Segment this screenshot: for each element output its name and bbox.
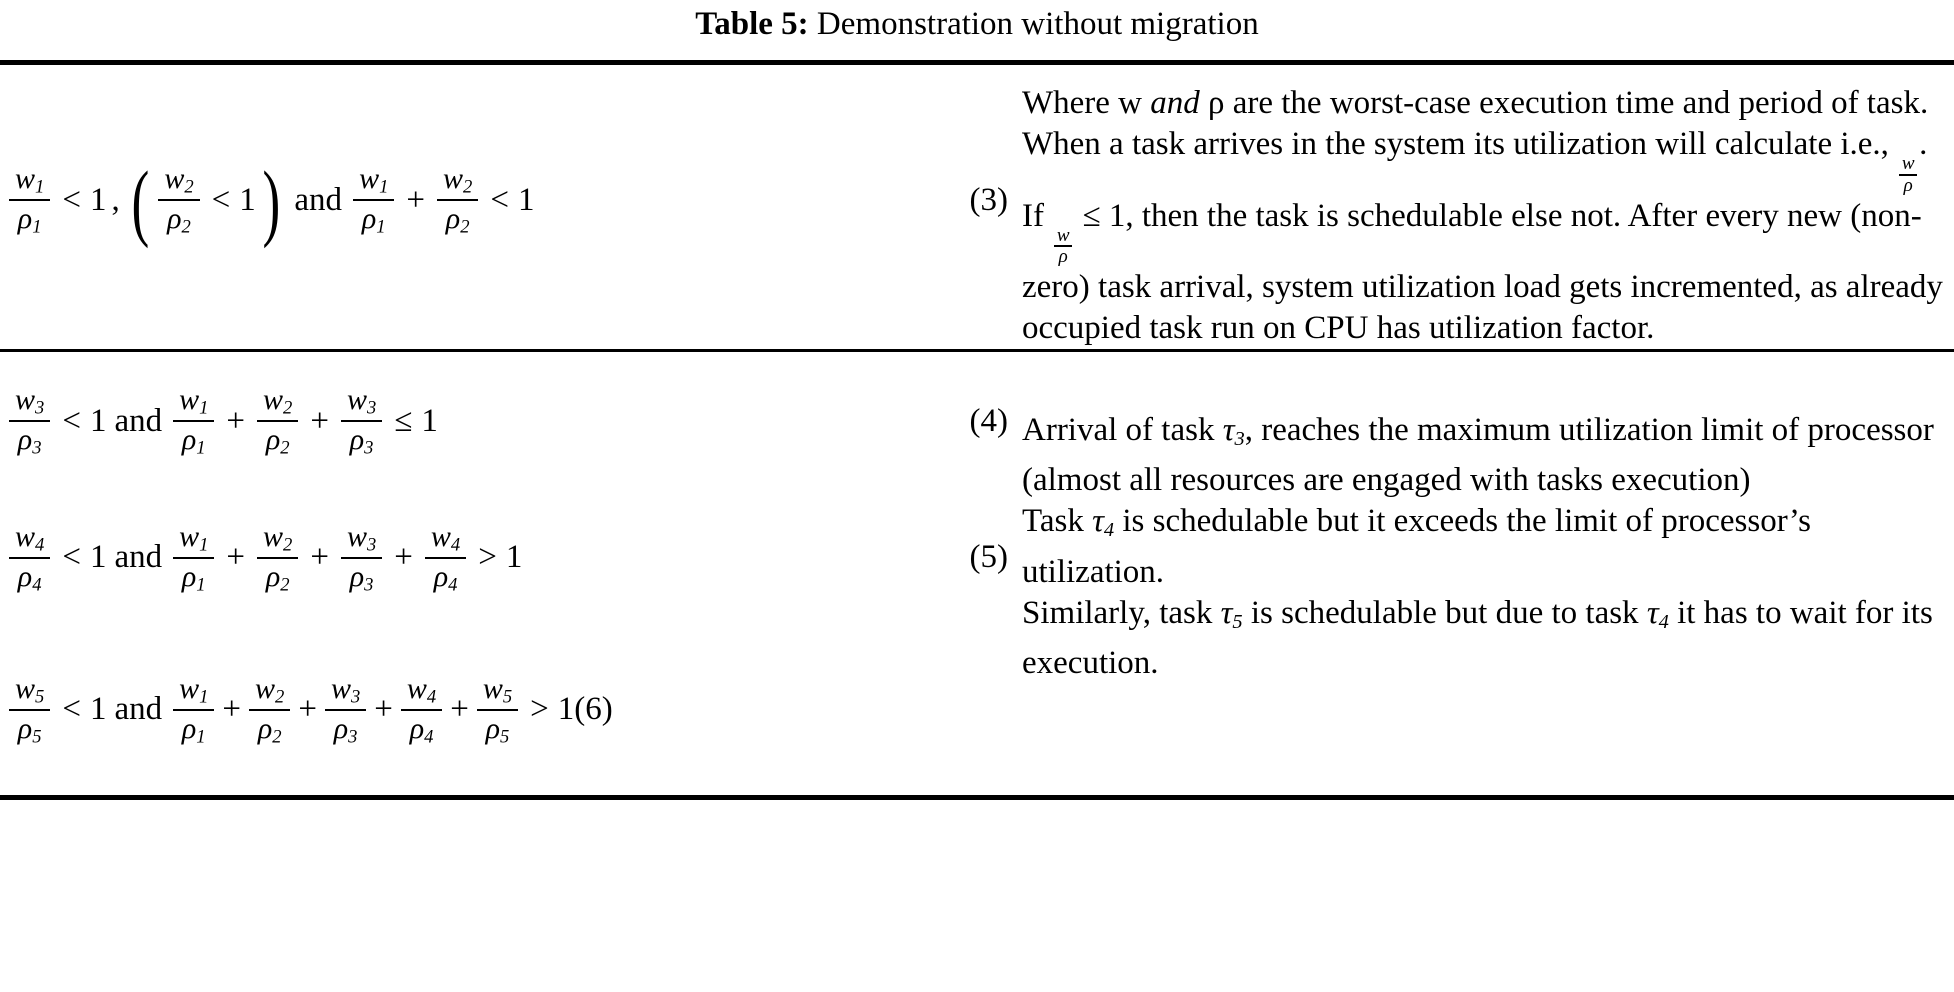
fraction-numerator: $w_3$ xyxy=(346,383,377,420)
fraction-w4-rho4 xyxy=(425,519,466,597)
fraction-numerator: $w_3$ xyxy=(346,519,377,556)
number-one: 1 xyxy=(239,181,256,218)
operator-plus: + xyxy=(222,691,242,728)
fraction-denominator: $\rho_2$ xyxy=(167,202,191,238)
number-one: 1 xyxy=(505,539,523,576)
fraction-denominator: $\rho_2$ xyxy=(445,202,470,238)
operator-plus: + xyxy=(374,691,393,728)
fraction-w1-rho1 xyxy=(173,382,214,460)
operator-plus: + xyxy=(226,539,246,576)
text-cell-row2 xyxy=(1008,352,1954,683)
relation-less-than: < xyxy=(62,181,81,218)
fraction-w3-rho3 xyxy=(341,519,382,597)
fraction-denominator: $\rho_2$ xyxy=(257,711,282,748)
fraction-numerator: $w_1$ xyxy=(179,519,209,556)
operator-plus: + xyxy=(310,402,329,439)
fraction-w2-rho2 xyxy=(257,519,298,597)
number-one: 1 xyxy=(89,539,107,576)
operator-plus: + xyxy=(226,402,246,439)
equation-4 xyxy=(6,352,1008,460)
paragraph-1-lead: Where w xyxy=(1022,84,1151,121)
caption-label: Table 5: xyxy=(695,6,809,42)
number-one: 1 xyxy=(557,691,575,728)
table-bottom-spacer xyxy=(0,749,1954,795)
fraction-w2-rho2 xyxy=(158,161,199,239)
fraction-denominator: $\rho_2$ xyxy=(265,559,290,596)
equation-number-4: (4) xyxy=(969,402,1008,439)
fraction-numerator: $w_2$ xyxy=(443,161,473,198)
relation-greater-than: > xyxy=(478,539,497,576)
italic-and: and xyxy=(1150,84,1200,121)
fraction-numerator: $w_3$ xyxy=(330,671,361,708)
fraction-denominator: $\rho_1$ xyxy=(181,559,206,596)
equation-3 xyxy=(6,153,1008,250)
fraction-w2-rho2 xyxy=(437,161,478,239)
paragraph-3 xyxy=(1022,501,1950,592)
tau-4-symbol: $\tau_4$ xyxy=(1092,503,1115,542)
conjunction-and: and xyxy=(114,402,163,439)
fraction-denominator: $\rho_3$ xyxy=(333,711,358,748)
paragraph-3-rest: is schedulable but it exceeds the limit of processor’s utilization. xyxy=(1022,503,1811,590)
fraction-denominator: $\rho_4$ xyxy=(17,559,42,596)
conjunction-and: and xyxy=(114,539,163,576)
tau-5-symbol: $\tau_5$ xyxy=(1220,594,1243,633)
comma: , xyxy=(111,181,120,218)
fraction-numerator: $w_2$ xyxy=(263,519,293,556)
equation-cell-row1 xyxy=(0,65,1008,250)
number-one: 1 xyxy=(89,402,107,439)
conjunction-and: and xyxy=(294,181,343,218)
inline-fraction-w-rho xyxy=(1054,226,1072,268)
number-one: 1 xyxy=(89,691,107,728)
tau-3-symbol: $\tau_3$ xyxy=(1222,412,1245,451)
paragraph-2-lead: Arrival of task xyxy=(1022,412,1223,449)
relation-less-than: < xyxy=(490,181,509,218)
relation-less-than: < xyxy=(62,691,81,728)
fraction-denominator: $\rho_5$ xyxy=(17,711,42,748)
paragraph-2 xyxy=(1022,410,1950,501)
fraction-denominator: $\rho_3$ xyxy=(349,423,374,460)
number-one: 1 xyxy=(89,181,107,218)
fraction-w1-rho1 xyxy=(173,519,214,597)
relation-less-than: < xyxy=(62,539,81,576)
fraction-numerator: $w_2$ xyxy=(164,161,194,198)
paragraph-1-part4: ≤ 1, then the task is schedulable else not. After every new (non-zero) task arrival, system utilization load gets incremented, as already occupied task run on CPU has utilization factor. xyxy=(1022,197,1943,347)
inline-fraction-denominator: ρ xyxy=(1903,174,1913,196)
table-caption xyxy=(0,0,1954,60)
operator-plus: + xyxy=(406,181,425,218)
fraction-numerator: $w_1$ xyxy=(359,161,389,198)
fraction-numerator: $w_4$ xyxy=(430,519,461,556)
fraction-numerator: $w_5$ xyxy=(15,671,45,708)
equation-number-3: (3) xyxy=(969,181,1008,218)
fraction-numerator: $w_3$ xyxy=(15,383,45,420)
text-cell-row1 xyxy=(1008,65,1954,349)
fraction-denominator: $\rho_5$ xyxy=(485,711,510,748)
number-one: 1 xyxy=(517,181,535,218)
paragraph-2-rest: , reaches the maximum utilization limit of processor (almost all resources are engaged with tasks execution) xyxy=(1022,412,1934,499)
equation-number-6: (6) xyxy=(574,691,613,728)
operator-plus: + xyxy=(310,539,329,576)
paragraph-4 xyxy=(1022,593,1950,684)
paragraph-4-mid: is schedulable but due to task xyxy=(1242,594,1647,631)
equation-6 xyxy=(6,597,1008,749)
inline-fraction-denominator: ρ xyxy=(1058,246,1068,268)
fraction-denominator: $\rho_3$ xyxy=(349,559,374,596)
table-row xyxy=(0,65,1954,349)
table-bottom-rule xyxy=(0,795,1954,800)
equation-3-body xyxy=(6,153,535,250)
relation-greater-than: > xyxy=(530,691,549,728)
equation-number-5: (5) xyxy=(969,539,1008,576)
inline-fraction-numerator: w xyxy=(1901,152,1915,174)
operator-plus: + xyxy=(298,691,317,728)
fraction-denominator: $\rho_3$ xyxy=(17,423,42,460)
fraction-w4-rho4 xyxy=(9,519,50,597)
fraction-w2-rho2 xyxy=(249,671,290,749)
fraction-numerator: $w_1$ xyxy=(179,671,209,708)
fraction-w4-rho4 xyxy=(401,671,442,749)
fraction-denominator: $\rho_1$ xyxy=(361,202,386,238)
paragraph-1-part3: . If xyxy=(1022,125,1928,234)
fraction-w2-rho2 xyxy=(257,382,298,460)
caption-text: Demonstration without migration xyxy=(816,6,1259,42)
fraction-w3-rho3 xyxy=(9,382,50,460)
conjunction-and: and xyxy=(114,691,163,728)
equation-6-body xyxy=(6,671,613,749)
relation-less-than: < xyxy=(62,402,81,439)
tau-4-symbol: $\tau_4$ xyxy=(1646,594,1669,633)
paren-close-icon: ) xyxy=(262,153,280,250)
paragraph-4-rest: it has to wait for its execution. xyxy=(1022,594,1933,681)
paragraph-4-lead: Similarly, task xyxy=(1022,594,1221,631)
fraction-w5-rho5 xyxy=(477,671,518,749)
paragraph-1-part2: ρ are the worst-case execution time and period of task. When a task arrives in the system its utilization will calculate i.e., xyxy=(1022,84,1929,162)
equation-5 xyxy=(6,461,1008,597)
fraction-numerator: $w_4$ xyxy=(15,519,45,556)
fraction-denominator: $\rho_4$ xyxy=(409,711,434,748)
fraction-w1-rho1 xyxy=(9,161,50,239)
fraction-denominator: $\rho_1$ xyxy=(181,711,206,748)
fraction-w1-rho1 xyxy=(353,161,394,239)
fraction-w5-rho5 xyxy=(9,671,50,749)
fraction-numerator: $w_1$ xyxy=(15,161,45,198)
fraction-numerator: $w_2$ xyxy=(255,671,285,708)
fraction-w3-rho3 xyxy=(341,382,382,460)
fraction-numerator: $w_5$ xyxy=(482,671,513,708)
relation-less-equal: ≤ xyxy=(394,402,413,439)
equation-cell-row2 xyxy=(0,352,1008,749)
fraction-numerator: $w_2$ xyxy=(263,383,293,420)
fraction-denominator: $\rho_1$ xyxy=(17,202,42,238)
equation-5-body xyxy=(6,519,522,597)
equation-4-body xyxy=(6,382,438,460)
fraction-denominator: $\rho_4$ xyxy=(433,559,458,596)
paren-open-icon: ( xyxy=(131,153,149,250)
operator-plus: + xyxy=(450,691,469,728)
relation-less-than: < xyxy=(211,181,231,218)
fraction-denominator: $\rho_2$ xyxy=(265,423,290,460)
paragraph-1 xyxy=(1022,83,1950,349)
inline-fraction-w-rho xyxy=(1899,154,1917,196)
table-row xyxy=(0,352,1954,749)
fraction-numerator: $w_1$ xyxy=(179,383,209,420)
inline-fraction-numerator: w xyxy=(1056,224,1070,246)
fraction-denominator: $\rho_1$ xyxy=(181,423,206,460)
fraction-w1-rho1 xyxy=(173,671,214,749)
operator-plus: + xyxy=(394,539,413,576)
number-one: 1 xyxy=(421,402,438,439)
fraction-numerator: $w_4$ xyxy=(406,671,437,708)
fraction-w3-rho3 xyxy=(325,671,366,749)
paragraph-3-lead: Task xyxy=(1022,503,1093,540)
